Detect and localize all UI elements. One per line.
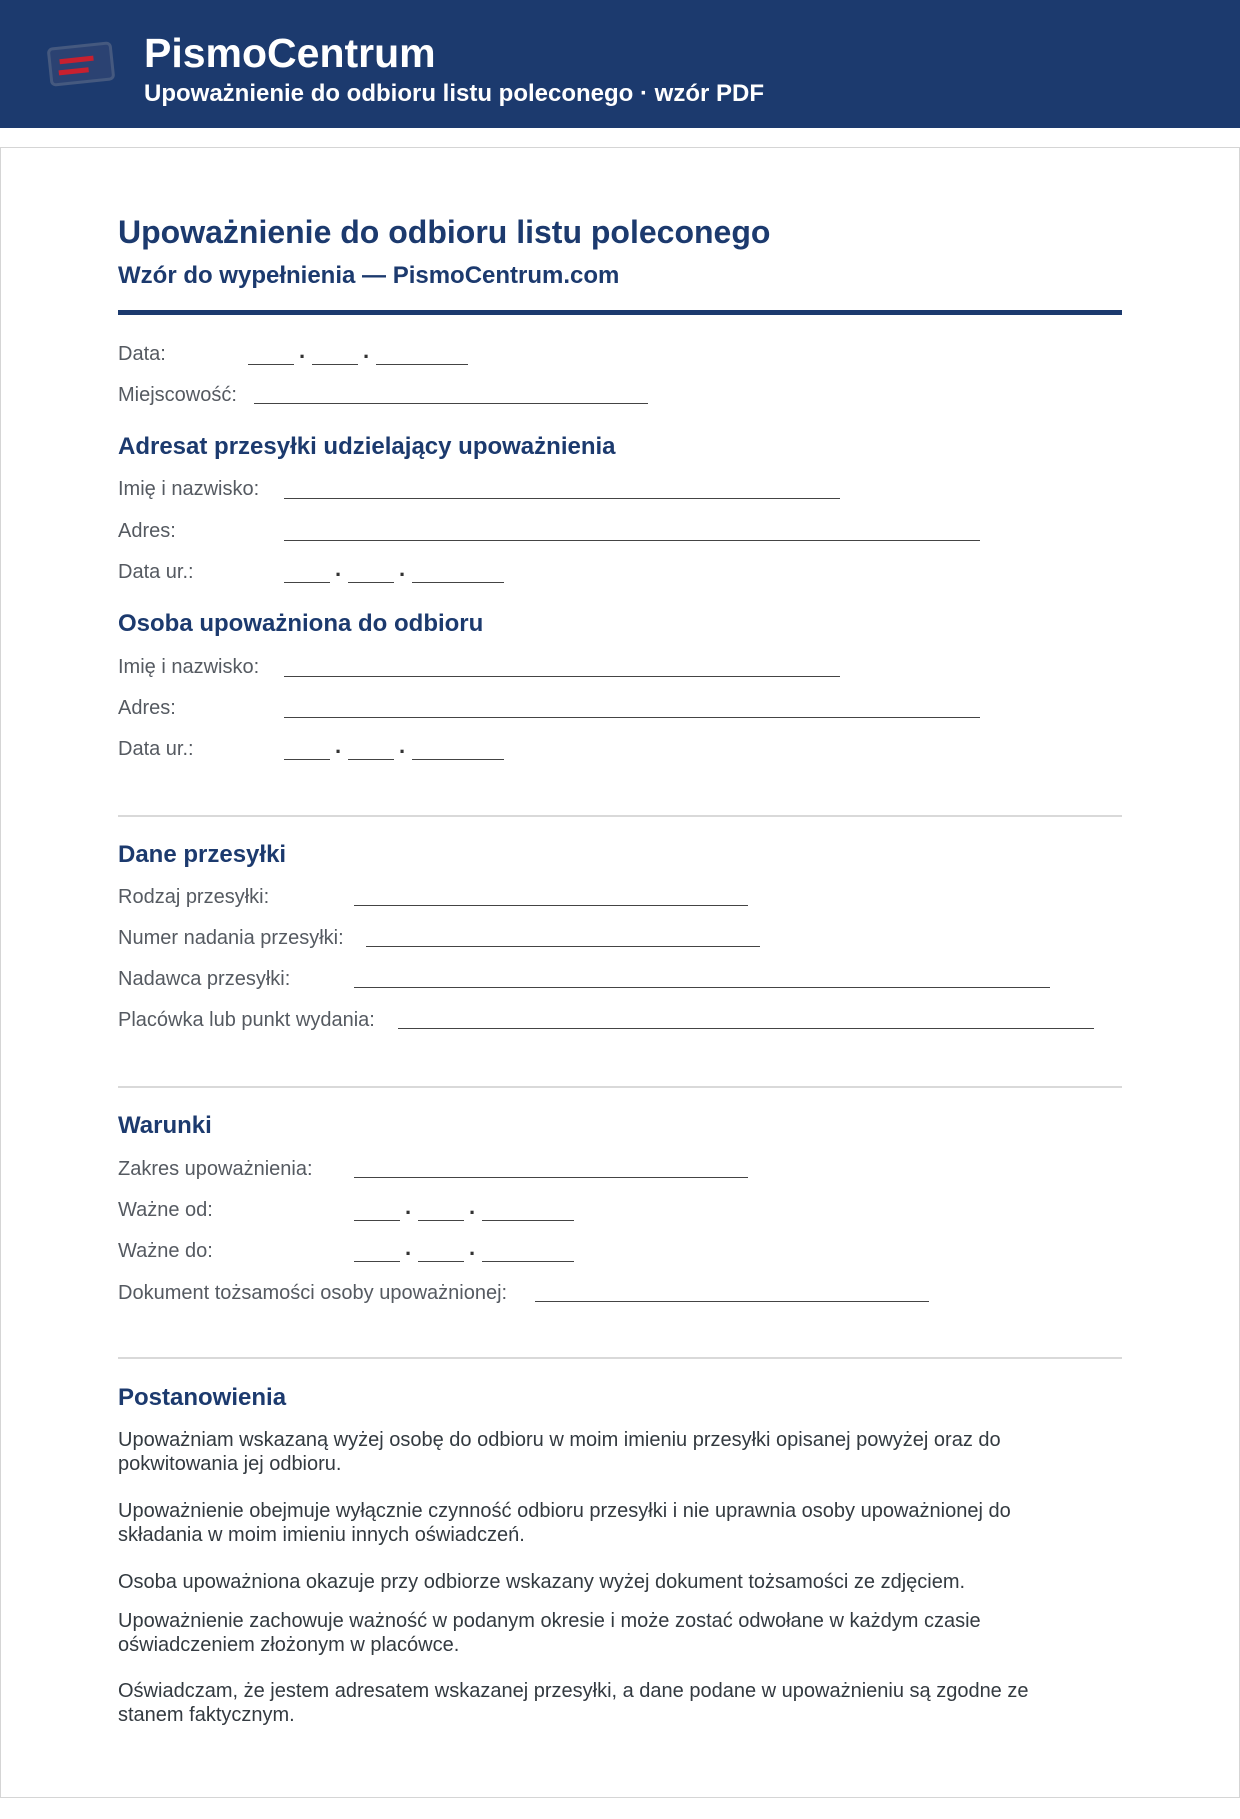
- shipment-number-field[interactable]: [366, 946, 760, 947]
- site-name[interactable]: PismoCentrum: [144, 30, 436, 76]
- authorized-address-field[interactable]: [284, 717, 980, 718]
- shipment-type-label: Rodzaj przesyłki:: [118, 886, 270, 908]
- authorized-heading: Osoba upoważniona do odbioru: [118, 610, 484, 637]
- addressee-name-label: Imię i nazwisko:: [118, 478, 260, 500]
- addressee-heading: Adresat przesyłki udzielający upoważnienia: [118, 433, 616, 460]
- shipment-sender-label: Nadawca przesyłki:: [118, 968, 291, 990]
- terms-heading: Warunki: [118, 1112, 212, 1139]
- valid-to-label: Ważne do:: [118, 1240, 213, 1262]
- addressee-address-label: Adres:: [118, 520, 176, 542]
- id-document-label: Dokument tożsamości osoby upoważnionej:: [118, 1282, 508, 1304]
- valid-from-label: Ważne od:: [118, 1199, 213, 1221]
- authorized-dob-label: Data ur.:: [118, 738, 194, 760]
- authorized-address-label: Adres:: [118, 697, 176, 719]
- place-label: Miejscowość:: [118, 384, 237, 406]
- document-subtitle: Wzór do wypełnienia — PismoCentrum.com: [118, 262, 620, 289]
- addressee-name-field[interactable]: [284, 498, 840, 499]
- shipment-office-label: Placówka lub punkt wydania:: [118, 1009, 375, 1031]
- provision-paragraph: Oświadczam, że jestem adresatem wskazanej przesyłki, a dane podane w upoważnieniu są zgodne ze stanem faktycznym.: [118, 1680, 1029, 1726]
- section-divider: [118, 1086, 1122, 1088]
- addressee-address-field[interactable]: [284, 540, 980, 541]
- authorized-name-label: Imię i nazwisko:: [118, 656, 260, 678]
- document-title: Upoważnienie do odbioru listu poleconego: [118, 214, 771, 250]
- title-divider: [118, 310, 1122, 315]
- site-header: [0, 0, 1240, 128]
- section-divider: [118, 815, 1122, 817]
- scope-label: Zakres upoważnienia:: [118, 1158, 313, 1180]
- id-document-field[interactable]: [535, 1301, 929, 1302]
- provision-paragraph: Upoważniam wskazaną wyżej osobę do odbioru w moim imieniu przesyłki opisanej powyżej oraz do pokwitowania jej odbioru.: [118, 1429, 1001, 1475]
- provision-paragraph: Upoważnienie obejmuje wyłącznie czynność odbioru przesyłki i nie uprawnia osoby upoważnionej do składania w moim imieniu innych oświadczeń.: [118, 1500, 1011, 1546]
- date-label: Data:: [118, 343, 166, 365]
- shipment-heading: Dane przesyłki: [118, 841, 287, 868]
- shipment-number-label: Numer nadania przesyłki:: [118, 927, 344, 949]
- provisions-heading: Postanowienia: [118, 1384, 287, 1411]
- place-field[interactable]: [254, 403, 648, 404]
- envelope-icon: [46, 40, 116, 88]
- provision-paragraph: Upoważnienie zachowuje ważność w podanym okresie i może zostać odwołane w każdym czasie oświadczeniem złożonym w placówce.: [118, 1610, 981, 1656]
- shipment-sender-field[interactable]: [354, 987, 1050, 988]
- addressee-dob-label: Data ur.:: [118, 561, 194, 583]
- section-divider: [118, 1357, 1122, 1359]
- site-subtitle: Upoważnienie do odbioru listu poleconego · wzór PDF: [144, 80, 764, 107]
- authorized-name-field[interactable]: [284, 676, 840, 677]
- scope-field[interactable]: [354, 1177, 748, 1178]
- shipment-type-field[interactable]: [354, 905, 748, 906]
- shipment-office-field[interactable]: [398, 1028, 1094, 1029]
- provision-paragraph: Osoba upoważniona okazuje przy odbiorze wskazany wyżej dokument tożsamości ze zdjęciem.: [118, 1571, 966, 1593]
